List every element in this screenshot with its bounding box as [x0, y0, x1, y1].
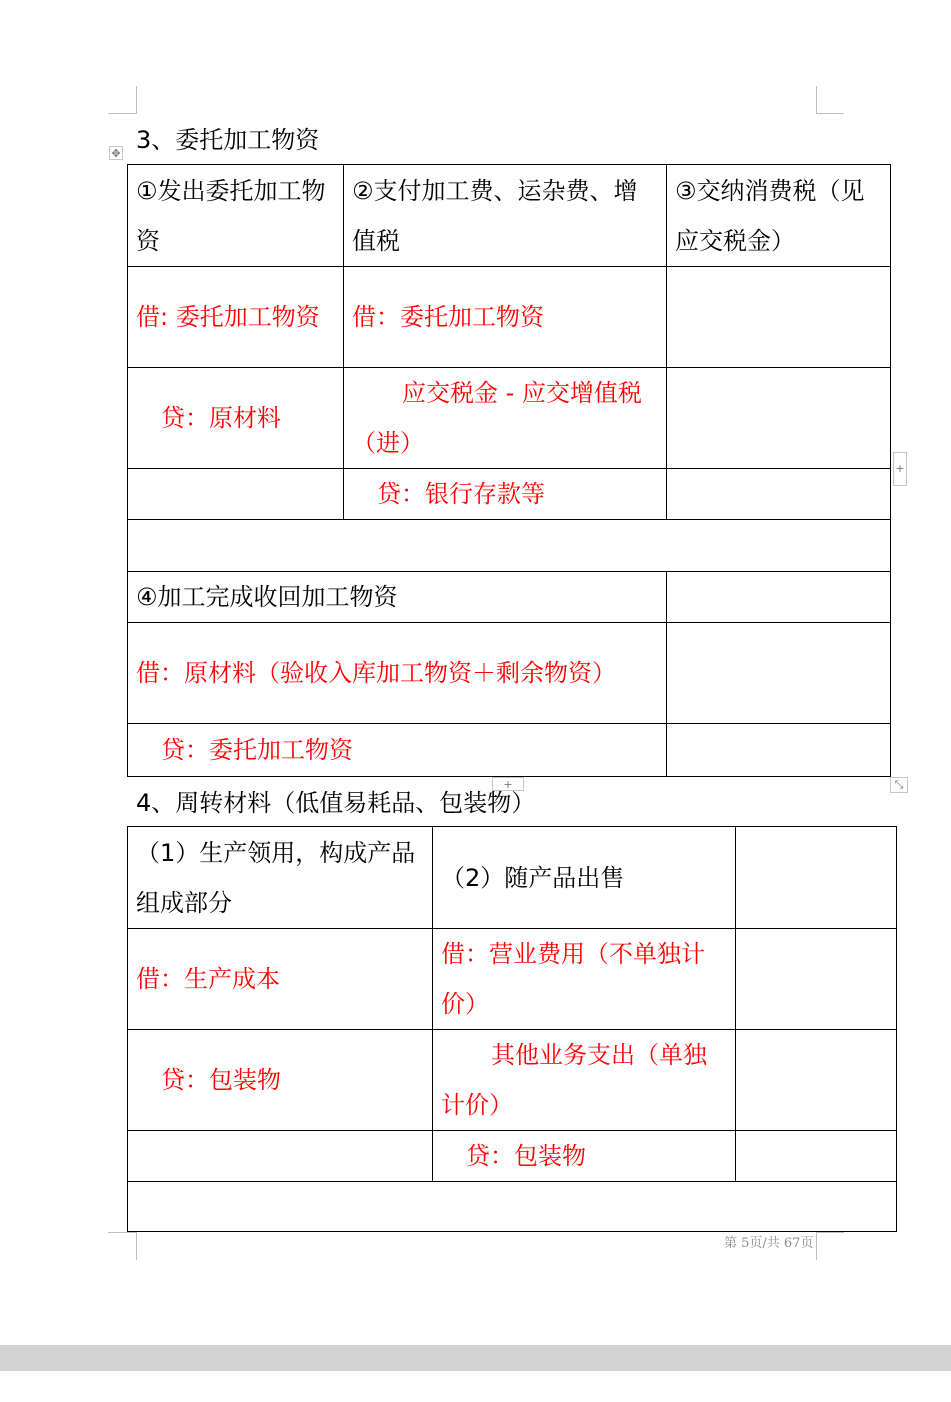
crop-mark-top-left-v: [136, 86, 137, 114]
table-cell[interactable]: [667, 368, 891, 469]
table-cell[interactable]: [736, 1030, 897, 1131]
crop-mark-bottom-right-v: [816, 1232, 817, 1260]
crop-mark-bottom-left: [108, 1232, 136, 1233]
add-column-icon[interactable]: +: [893, 452, 907, 486]
table-cell[interactable]: 借：生产成本: [128, 929, 433, 1030]
table-cell[interactable]: ②支付加工费、运杂费、增值税: [344, 165, 667, 267]
crop-mark-top-right: [816, 113, 844, 114]
section-3-heading: 3、委托加工物资: [136, 126, 320, 154]
add-row-icon[interactable]: +: [492, 777, 524, 791]
table-cell[interactable]: 借: 委托加工物资: [128, 267, 344, 368]
next-page-area: [0, 1371, 951, 1402]
table-cell[interactable]: [128, 1182, 897, 1232]
table-cell[interactable]: ④加工完成收回加工物资: [128, 572, 667, 623]
table-cell[interactable]: 借：委托加工物资: [344, 267, 667, 368]
crop-mark-top-left: [108, 113, 136, 114]
table-cell[interactable]: [736, 1131, 897, 1182]
table-cell[interactable]: （1）生产领用，构成产品组成部分: [128, 827, 433, 929]
table-cell[interactable]: [736, 827, 897, 929]
table-cell[interactable]: [667, 267, 891, 368]
table-cell[interactable]: 贷：原材料: [128, 368, 344, 469]
table-cell[interactable]: 应交税金 - 应交增值税（进）: [344, 368, 667, 469]
table-cell[interactable]: 其他业务支出（单独计价）: [433, 1030, 736, 1131]
table-cell[interactable]: ③交纳消费税（见应交税金）: [667, 165, 891, 267]
table-cell[interactable]: ①发出委托加工物资: [128, 165, 344, 267]
crop-mark-bottom-right: [816, 1232, 844, 1233]
table-cell[interactable]: [128, 520, 891, 572]
table-cell[interactable]: （2）随产品出售: [433, 827, 736, 929]
table-section-3: [127, 164, 891, 777]
crop-mark-bottom-left-v: [136, 1232, 137, 1260]
table-cell[interactable]: [667, 724, 891, 777]
table-cell[interactable]: [128, 469, 344, 520]
table-cell[interactable]: 借：原材料（验收入库加工物资＋剩余物资）: [128, 623, 667, 724]
table-cell[interactable]: 贷：包装物: [128, 1030, 433, 1131]
table-cell[interactable]: [667, 469, 891, 520]
table-section-4: [127, 826, 897, 1232]
table-cell[interactable]: [667, 572, 891, 623]
table-cell[interactable]: [128, 1131, 433, 1182]
page-number: 第 5页/共 67页: [724, 1236, 814, 1251]
table-cell[interactable]: [667, 623, 891, 724]
table-cell[interactable]: [736, 929, 897, 1030]
table-resize-icon[interactable]: ⤡: [890, 777, 908, 793]
page-separator-bar: [0, 1345, 951, 1371]
table-cell[interactable]: 贷：银行存款等: [344, 469, 667, 520]
section-4-heading: 4、周转材料（低值易耗品、包装物）: [136, 789, 536, 817]
table-cell[interactable]: 借：营业费用（不单独计价）: [433, 929, 736, 1030]
table-cell[interactable]: 贷：委托加工物资: [128, 724, 667, 777]
table-cell[interactable]: 贷：包装物: [433, 1131, 736, 1182]
crop-mark-top-right-v: [816, 86, 817, 114]
table-move-handle-icon[interactable]: ✥: [109, 146, 123, 160]
